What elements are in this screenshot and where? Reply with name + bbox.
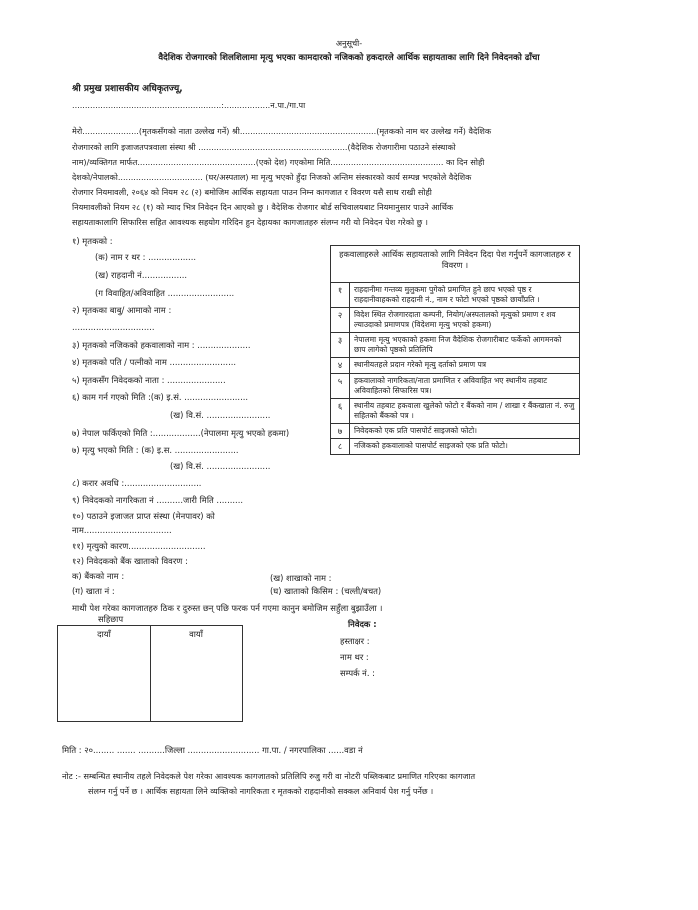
table-row (331, 439, 580, 455)
thumbprint-label: सहिछाप (98, 614, 124, 624)
field-account-no: (ग) खाता नं : (72, 586, 115, 596)
field-departure-bs: (ख) वि.सं. ........................ (170, 410, 271, 420)
annex-label: अनुसूची- (335, 38, 363, 48)
applicant-title: निवेदक : (348, 619, 377, 629)
row-number: ४ (331, 358, 350, 374)
office-line: ..........................................................:..................न.पा./गा.पा (72, 100, 306, 110)
field-agency: १०) पठाउने इजाजत प्राप्त संस्था (मेनपावर) को (72, 511, 215, 521)
body-line: रोजगार नियमावली, २०६४ को नियम २८ (२) बमोजिम आर्थिक सहायता पाउन निम्न कागजात र विवरण यसै साथ राखी सोही (72, 187, 432, 197)
field-death-bs: (ख) वि.सं. ........................ (170, 461, 271, 471)
documents-heading: हकवालाहरुले आर्थिक सहायताको लागि निवेदन दिदा पेश गर्नुपर्ने कागजातहरु र विवरण । (331, 246, 580, 283)
body-line: देशको/नेपालको................................. (घर/अस्पताल) मा मृत्यु भएको हुँदा निजको अन्तिम संस्कारको कार्य सम्पन्न भएकोले वैदेशिक (72, 172, 472, 182)
field-account-type: (घ) खाताको किसिम : (चल्ती/बचत) (270, 586, 382, 596)
field-bank-name: क) बैंकको नाम : (72, 571, 125, 581)
applicant-contact: सम्पर्क नं. : (340, 668, 375, 678)
footer-date-line: मिति : २०........ ....... ..........जिल्ला ........................... गा.पा. / नगरपालिका ......वडा नं (62, 745, 363, 755)
thumbprint-box (57, 625, 243, 722)
table-row (331, 333, 580, 358)
body-line: रोजगारको लागि इजाजतपत्रवाला संस्था श्री ..........................................................(वैदेशिक रोजगारीमा पठाउने संस्थाको (72, 142, 456, 152)
row-text: नजिकको हकवालाको पासपोर्ट साइजको एक प्रति फोटो। (350, 439, 580, 455)
field-contract: ८) करार अवधि :............................. (72, 478, 202, 488)
field-parents: २) मृतकका बाबु/ आमाको नाम : (72, 305, 172, 315)
field-cause: ११) मृत्युको कारण............................. (72, 541, 206, 551)
row-text: नेपालमा मृत्यु भएकाको हकमा निज वैदेशिक रोजगारीबाट फर्केको आगमनको छाप लागेको पृष्ठको प्रतिलिपि (350, 333, 580, 358)
field-agency-name: नाम................................. (72, 525, 172, 535)
table-row (331, 423, 580, 439)
field-death-date: ७) मृत्यु भएको मिति : (क) इ.स. ........................ (72, 445, 239, 455)
field-bank: १२) निवेदकको बैंक खाताको विवरण : (72, 556, 188, 566)
field-relation: ५) मृतकसँग निवेदकको नाता : ...................... (72, 375, 226, 385)
declaration: माथी पेश गरेका कागजातहरु ठिक र दुरुस्त छन् पछि फरक पर्न गएमा कानुन बमोजिम सहुँला बुझाउँला । (72, 603, 383, 613)
body-line: मेरो......................(मृतकसँगको नाता उल्लेख गर्ने) श्री.....................................................(मृतकको नाम थर उल्लेख गर्ने) वैदेशिक (72, 126, 492, 136)
body-line: नाम)/व्यक्तिगत मार्फत..............................................(एको देश) गएकोमा मिति............................................ का दिन सोही (72, 157, 485, 167)
field-branch: (ख) शाखाको नाम : (270, 573, 332, 583)
row-number: ७ (331, 423, 350, 439)
applicant-name: नाम थर : (340, 652, 369, 662)
table-row (331, 358, 580, 374)
table-row (331, 283, 580, 308)
table-row (331, 373, 580, 398)
field-deceased: १) मृतकको : (72, 236, 113, 246)
field-parents-line: ............................... (72, 322, 155, 332)
field-spouse: ४) मृतकको पति / पत्नीको नाम ......................... (72, 357, 237, 367)
field-name: (क) नाम र थर : .................. (95, 252, 197, 262)
applicant-signature: हस्ताक्षर : (340, 636, 370, 646)
thumbprint-divider (150, 626, 151, 721)
row-text: विदेश स्थित रोजगारदाता कम्पनी, नियोग/अस्पतालको मृत्युको प्रमाण र शव ल्याउदाको प्रमाणपत्र (विदेशमा मृत्यु भएको हकमा) (350, 308, 580, 333)
row-text: स्थानीयतहले प्रदान गरेको मृत्यु दर्ताको प्रमाण पत्र (350, 358, 580, 374)
body-line: नियमावलीको नियम २८ (१) को म्याद भित्र निवेदन दिन आएको छु । वैदेशिक रोजगार बोर्ड सचिवालयबाट नियमानुसार पाउने आर्थिक (72, 202, 454, 212)
field-marital: (ग विवाहित/अविवाहित ......................... (95, 288, 235, 298)
row-text: स्थानीय तहबाट हकवाला खुलेको फोटो र बैंकको नाम / शाखा र बैंकखाता नं. रुजु सहितको बैंकको पत्र । (350, 398, 580, 423)
row-text: निवेदकको एक प्रति पासपोर्ट साइजको फोटो। (350, 423, 580, 439)
row-text: हकवालाको नागरिकता/नाता प्रमाणित र अविवाहित भए स्थानीय तहबाट अविवाहितको सिफारिस पत्र। (350, 373, 580, 398)
row-number: ८ (331, 439, 350, 455)
note-line: नोट :- सम्बन्धित स्थानीय तहले निवेदकले पेश गरेका आवश्यक कागजातको प्रतिलिपि रुजु गरी वा नोटरी पब्लिकबाट प्रमाणित गरिएका कागजात (62, 771, 476, 781)
table-row (331, 398, 580, 423)
thumb-right-label: दायाँ (97, 629, 111, 639)
field-passport: (ख) राहदानी नं................. (95, 270, 188, 280)
thumb-left-label: वायाँ (189, 629, 203, 639)
row-number: ६ (331, 398, 350, 423)
row-text: राहदानीमा गन्तव्य मुलुकमा पुगेको प्रमाणित हुने छाप भएको पृष्ठ र राहदानीवाहकको राहदानी नं., नाम र फोटो भएको पृष्ठको छायाँप्रति । (350, 283, 580, 308)
form-title: वैदेशिक रोजगारको शिलशिलामा मृत्यु भएका कामदारको नजिकको हकदारले आर्थिक सहायताका लागि दिने निवेदनको ढाँचा (158, 53, 540, 63)
table-header-row (331, 246, 580, 283)
salutation: श्री प्रमुख प्रशासकीय अधिकृतज्यू, (72, 84, 183, 94)
body-line: सहायताकालागि सिफारिस सहित आवश्यक सहयोग गरिदिन हुन देहायका कागजातहरु संलग्न गरी यो निवेदन पेश गरेको छु । (72, 217, 428, 227)
row-number: ५ (331, 373, 350, 398)
documents-table (330, 245, 580, 455)
field-heir: ३) मृतकको नजिकको हकवालाको नाम : .................... (72, 340, 251, 350)
field-citizenship: ९) निवेदकको नागरिकता नं ..........जारी मिति .......... (72, 495, 244, 505)
row-number: २ (331, 308, 350, 333)
row-number: १ (331, 283, 350, 308)
note-line: संलग्न गर्नु पर्ने छ । आर्थिक सहायता लिने व्यक्तिको नागरिकता र मृतकको राहदानीको सक्कल अनिवार्य पेश गर्नु पर्नेछ । (88, 786, 434, 796)
row-number: ३ (331, 333, 350, 358)
field-departure: ६) काम गर्न गएको मिति :(क) इ.सं. ........................ (72, 392, 249, 402)
field-return: ७) नेपाल फर्किएको मिति :..................(नेपालमा मृत्यु भएको हकमा) (72, 428, 290, 438)
table-row (331, 308, 580, 333)
